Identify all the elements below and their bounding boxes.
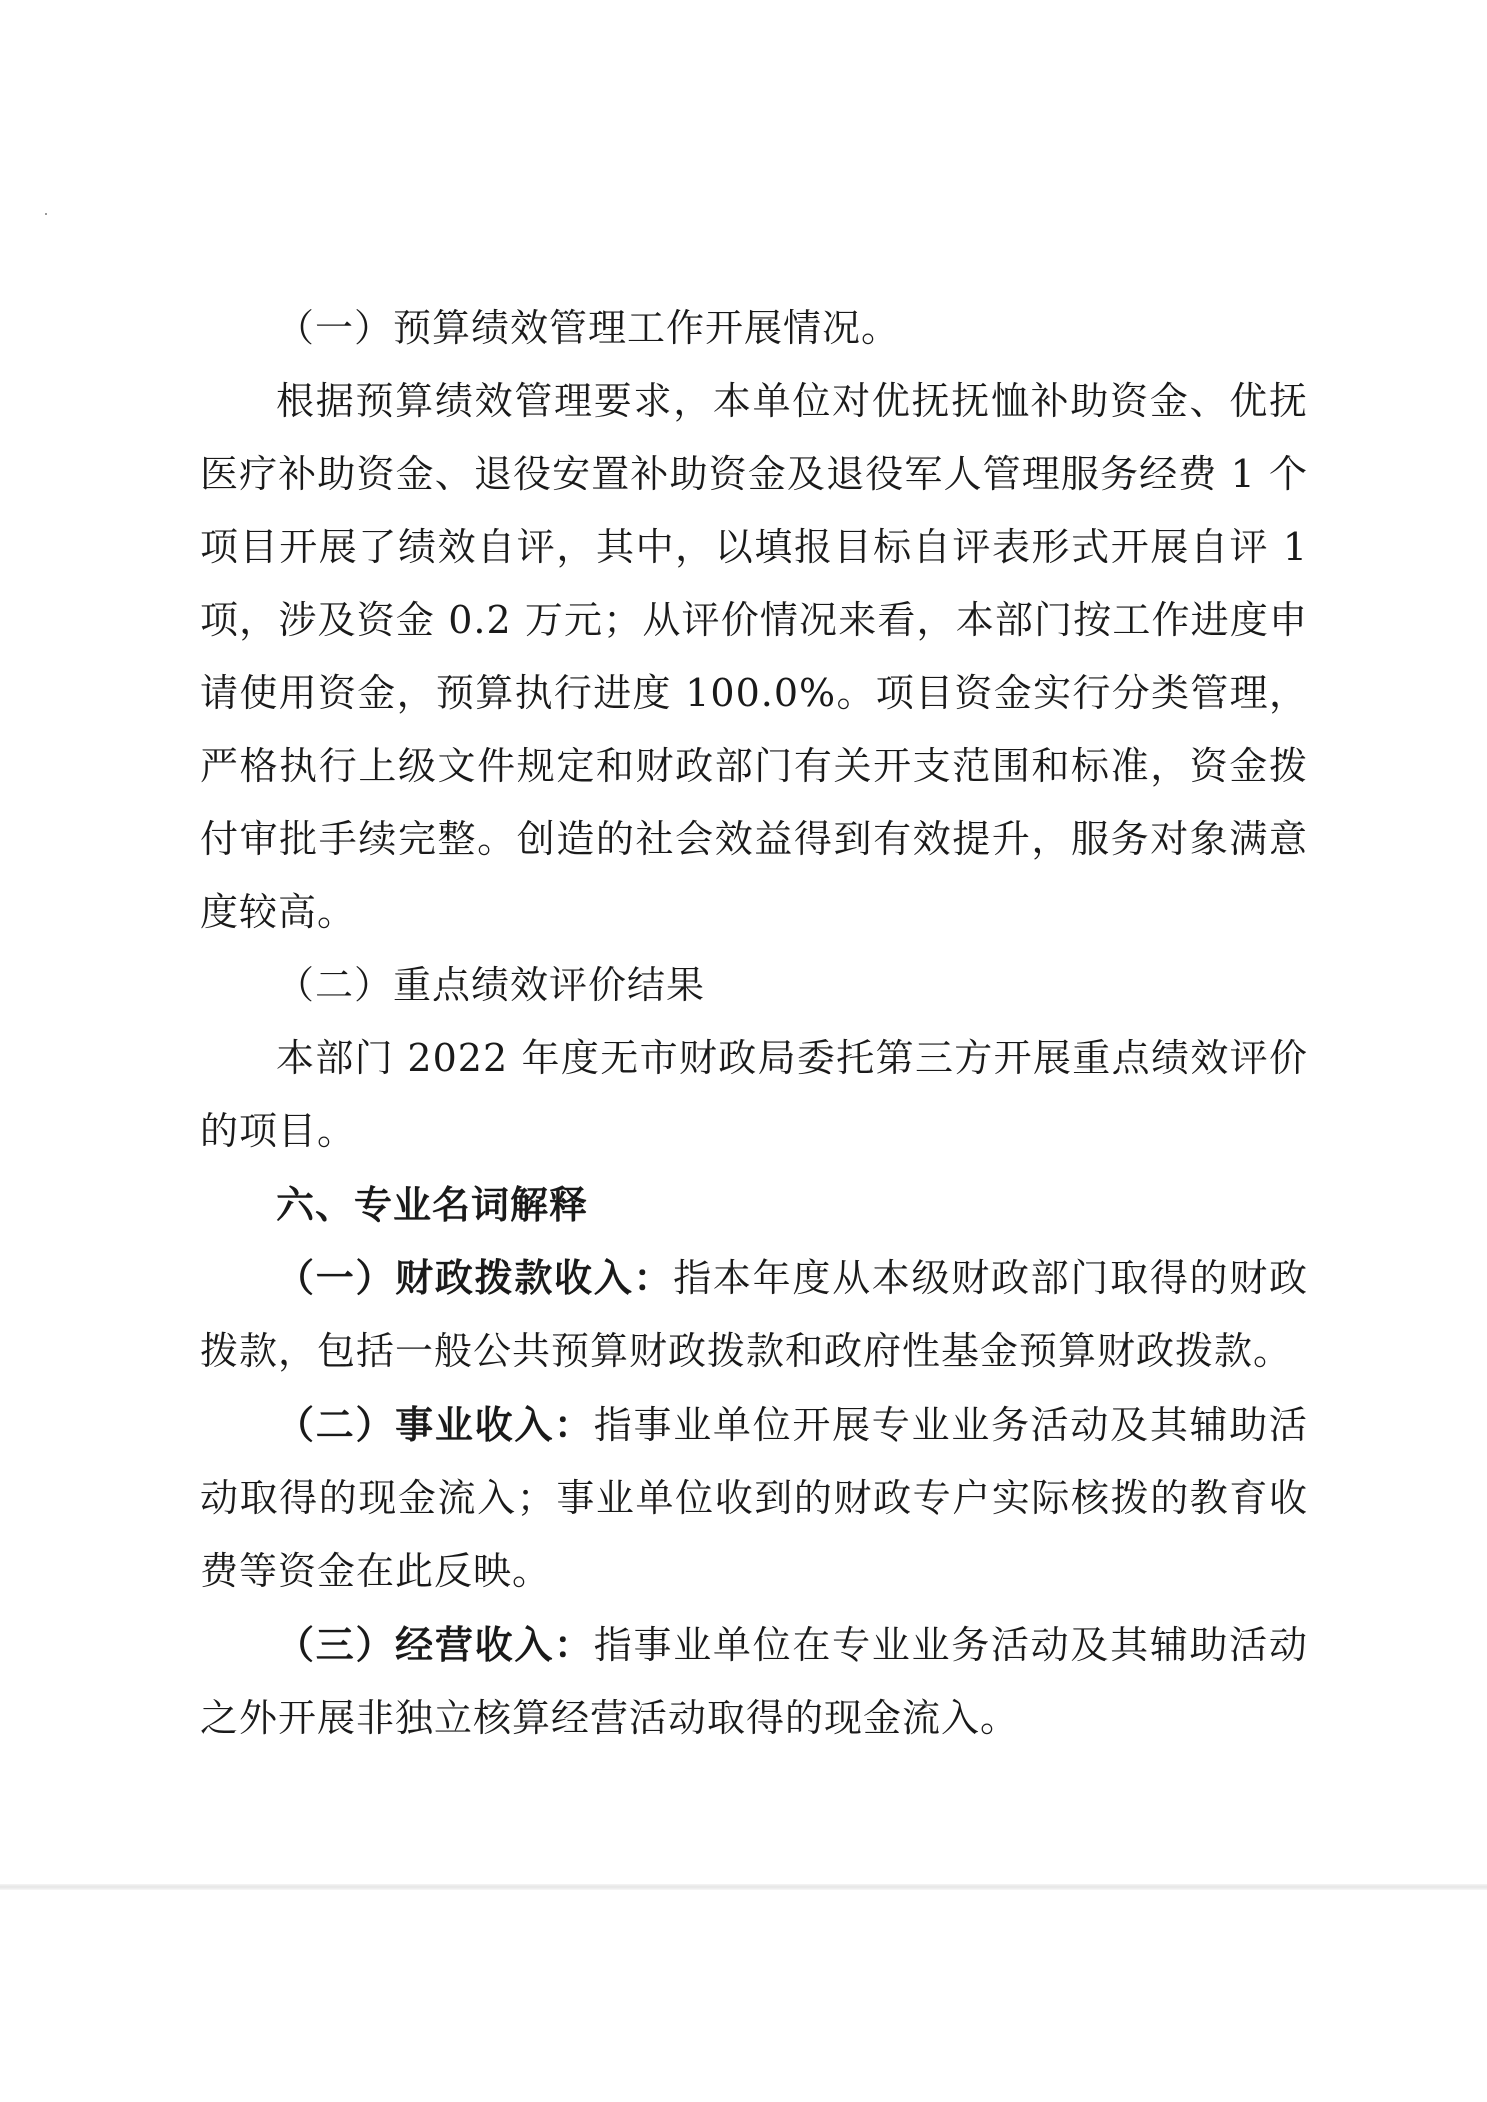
glossary-term: （一）财政拨款收入：	[276, 1255, 674, 1300]
paragraph-performance-self-evaluation: 根据预算绩效管理要求，本单位对优抚抚恤补助资金、优抚医疗补助资金、退役安置补助资金及退役军人管理服务经费 1 个项目开展了绩效自评，其中，以填报目标自评表形式开展自评 1 项，涉及资金 0.2 万元；从评价情况来看，本部门按工作进度申请使用资金，预算执行进度 100.0%。项目资金实行分类管理，严格执行上级文件规定和财政部门有关开支范围和标准，资金拨付审批手续完整。创造的社会效益得到有效提升，服务对象满意度较高。	[200, 379, 1308, 934]
subsection-heading-key-evaluation: （二）重点绩效评价结果	[276, 963, 706, 1007]
glossary-item-business-income	[200, 1388, 1308, 1608]
glossary-term: （三）经营收入：	[276, 1622, 594, 1667]
glossary-item-fiscal-appropriation	[200, 1241, 1308, 1388]
section-heading-glossary: 六、专业名词解释	[276, 1182, 589, 1227]
glossary-definition: 指事业单位开展专业业务活动及其辅助活动取得的现金流入；事业单位收到的财政专户实际核拨的教育收费等资金在此反映。	[200, 1403, 1308, 1593]
glossary-term: （二）事业收入：	[276, 1402, 594, 1447]
scan-page-edge	[0, 1884, 1487, 1890]
document-body	[200, 292, 1308, 1755]
glossary-item-operating-income	[200, 1608, 1308, 1755]
glossary-definition: 指事业单位在专业业务活动及其辅助活动之外开展非独立核算经营活动取得的现金流入。	[200, 1623, 1308, 1740]
subsection-heading-performance-management: （一）预算绩效管理工作开展情况。	[276, 306, 901, 350]
paragraph-key-evaluation: 本部门 2022 年度无市财政局委托第三方开展重点绩效评价的项目。	[200, 1036, 1308, 1153]
scan-artifact	[45, 213, 47, 215]
glossary-definition: 指本年度从本级财政部门取得的财政拨款，包括一般公共预算财政拨款和政府性基金预算财政拨款。	[200, 1256, 1308, 1373]
